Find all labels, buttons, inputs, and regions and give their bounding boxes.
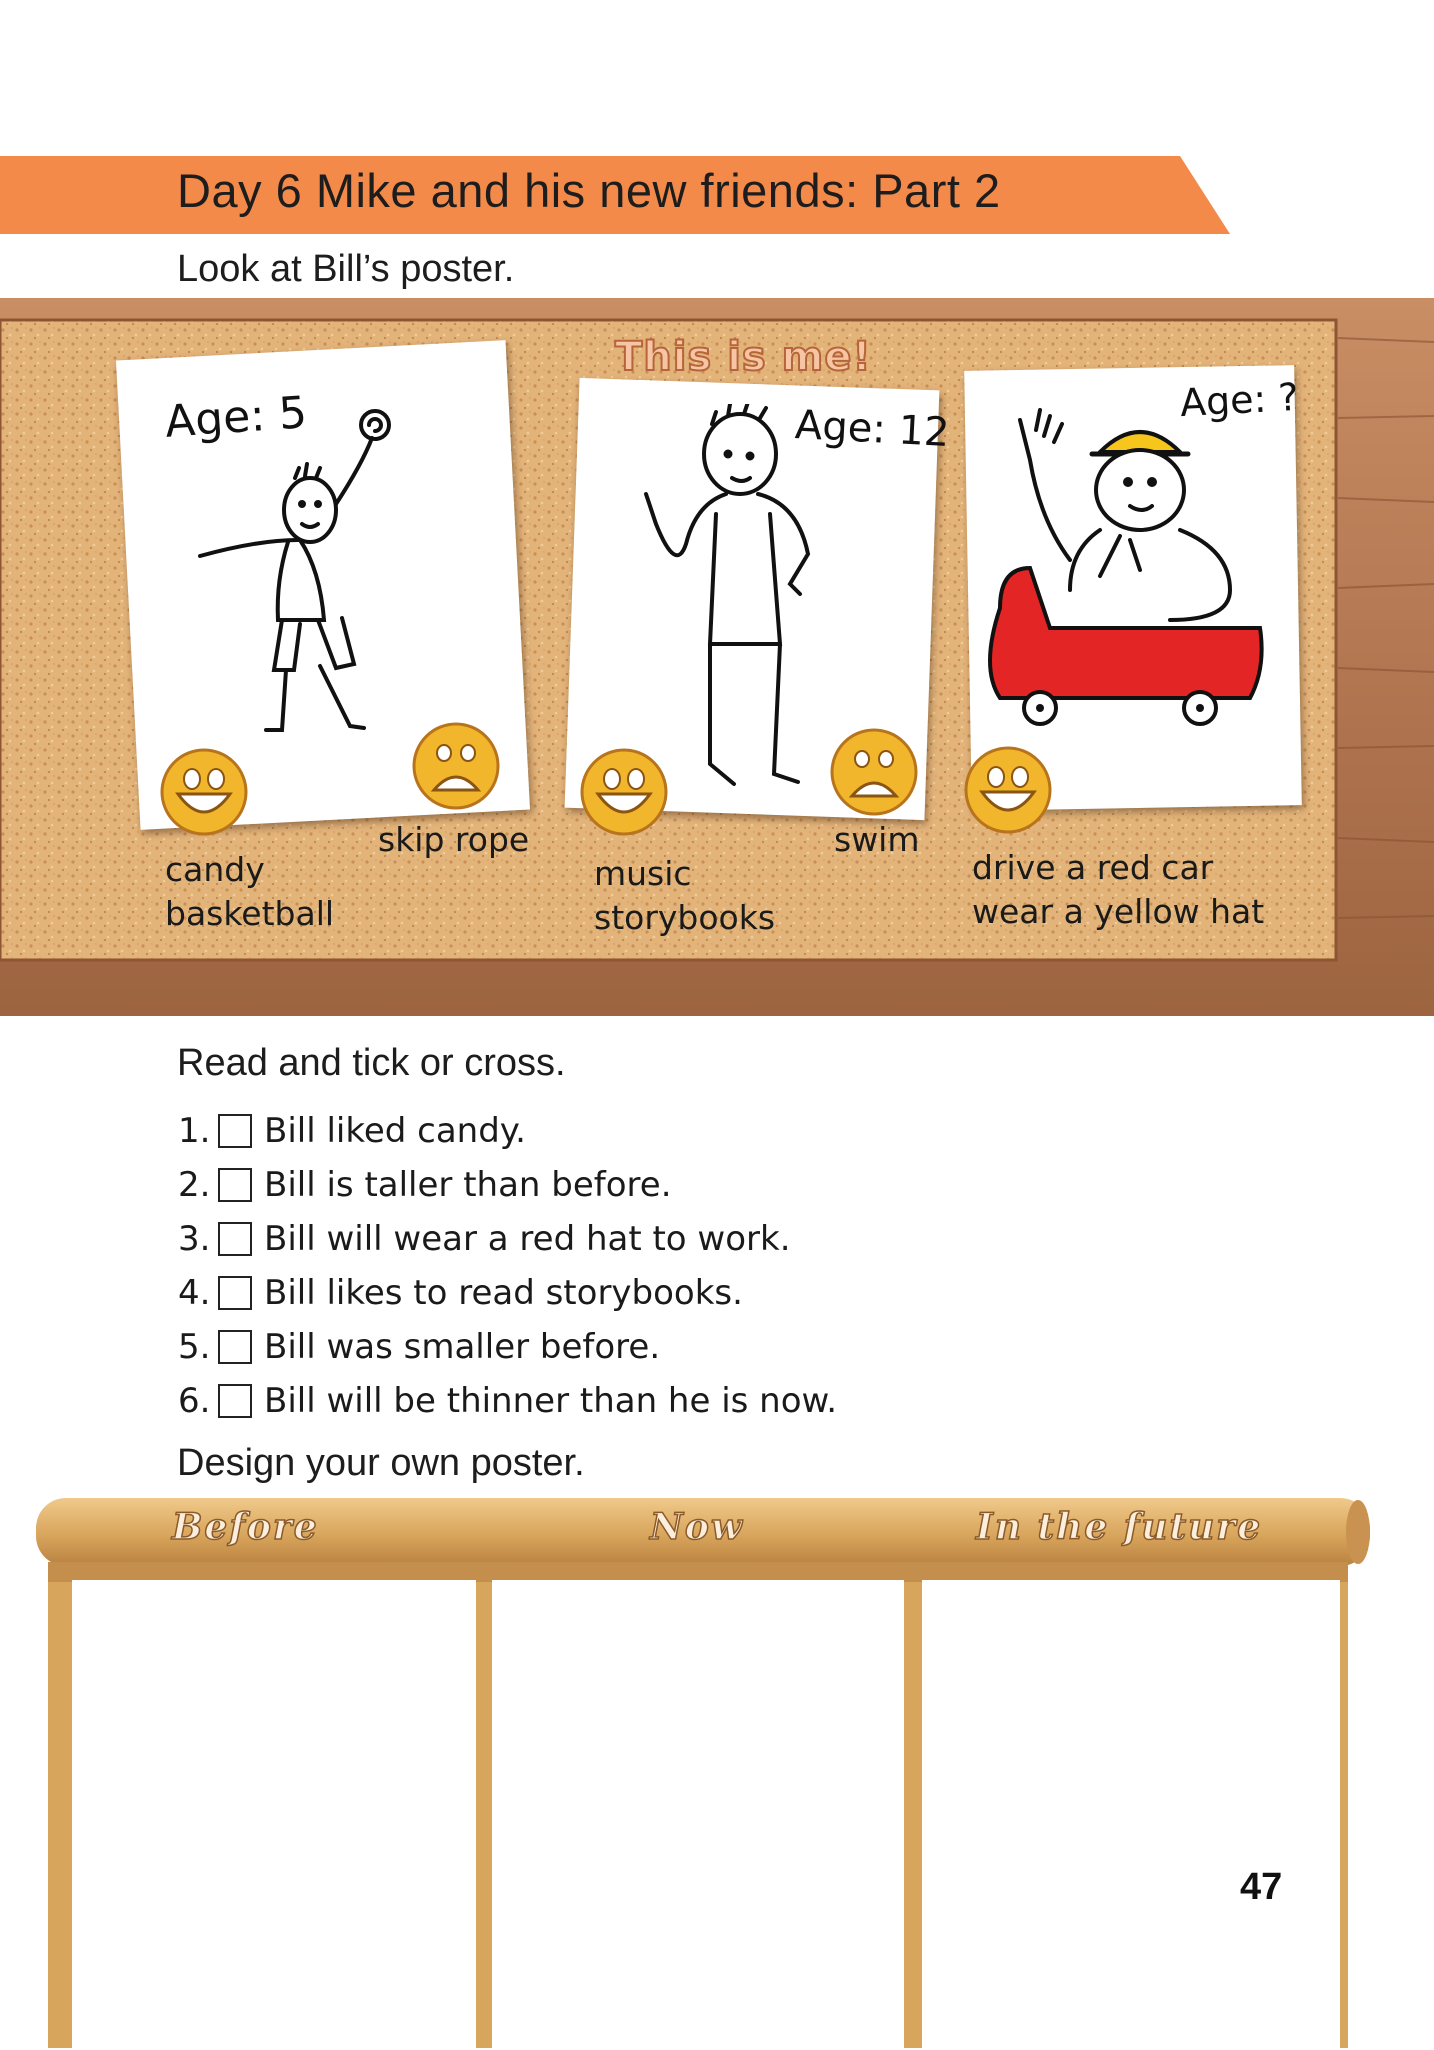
answer-checkbox[interactable] (218, 1222, 252, 1256)
question-text: Bill will be thinner than he is now. (264, 1381, 838, 1421)
age-label: Age: ? (1178, 374, 1300, 426)
question-list (178, 1104, 837, 1428)
likes-list-now: music storybooks (594, 854, 776, 937)
dislikes-list-before: skip rope (378, 820, 530, 859)
column-header-now: Now (650, 1506, 744, 1548)
question-number: 4. (178, 1273, 211, 1313)
age-label: Age: 5 (163, 387, 309, 448)
answer-checkbox[interactable] (218, 1168, 252, 1202)
question-text: Bill will wear a red hat to work. (264, 1219, 791, 1259)
question-text: Bill is taller than before. (264, 1165, 672, 1205)
question-item (178, 1158, 837, 1212)
happy-face-icon (578, 746, 670, 838)
page-title: Day 6 Mike and his new friends: Part 2 (177, 164, 1001, 217)
question-item (178, 1374, 837, 1428)
question-number: 6. (178, 1381, 211, 1421)
column-header-before: Before (172, 1506, 319, 1548)
question-text: Bill was smaller before. (264, 1327, 661, 1367)
boy-figure-now (636, 404, 846, 794)
likes-list-future: drive a red car wear a yellow hat (972, 848, 1265, 931)
question-item (178, 1320, 837, 1374)
question-number: 1. (178, 1111, 211, 1151)
drawing-area-before[interactable] (72, 1580, 476, 2050)
question-item (178, 1104, 837, 1158)
man-in-red-car-figure (970, 390, 1270, 740)
happy-face-icon (962, 744, 1054, 836)
question-text: Bill liked candy. (264, 1111, 526, 1151)
question-text: Bill likes to read storybooks. (264, 1273, 743, 1313)
question-number: 5. (178, 1327, 211, 1367)
instruction-design: Design your own poster. (177, 1442, 585, 1484)
question-item (178, 1212, 837, 1266)
dislikes-list-now: swim (834, 820, 920, 859)
drawing-area-future[interactable] (922, 1580, 1340, 2050)
question-item (178, 1266, 837, 1320)
age-label: Age: 12 (793, 401, 951, 457)
instruction-look: Look at Bill’s poster. (177, 248, 515, 290)
page-number: 47 (1240, 1866, 1283, 1908)
happy-face-icon (158, 746, 250, 838)
answer-checkbox[interactable] (218, 1330, 252, 1364)
instruction-read: Read and tick or cross. (177, 1042, 566, 1084)
answer-checkbox[interactable] (218, 1114, 252, 1148)
drawing-area-now[interactable] (492, 1580, 904, 2050)
question-number: 3. (178, 1219, 211, 1259)
answer-checkbox[interactable] (218, 1384, 252, 1418)
poster-title: This is me! (615, 334, 872, 380)
column-header-future: In the future (976, 1506, 1263, 1548)
answer-checkbox[interactable] (218, 1276, 252, 1310)
likes-list-before: candy basketball (165, 850, 335, 933)
sad-face-icon (410, 720, 502, 812)
sad-face-icon (828, 726, 920, 818)
boy-figure-before (190, 400, 420, 740)
question-number: 2. (178, 1165, 211, 1205)
